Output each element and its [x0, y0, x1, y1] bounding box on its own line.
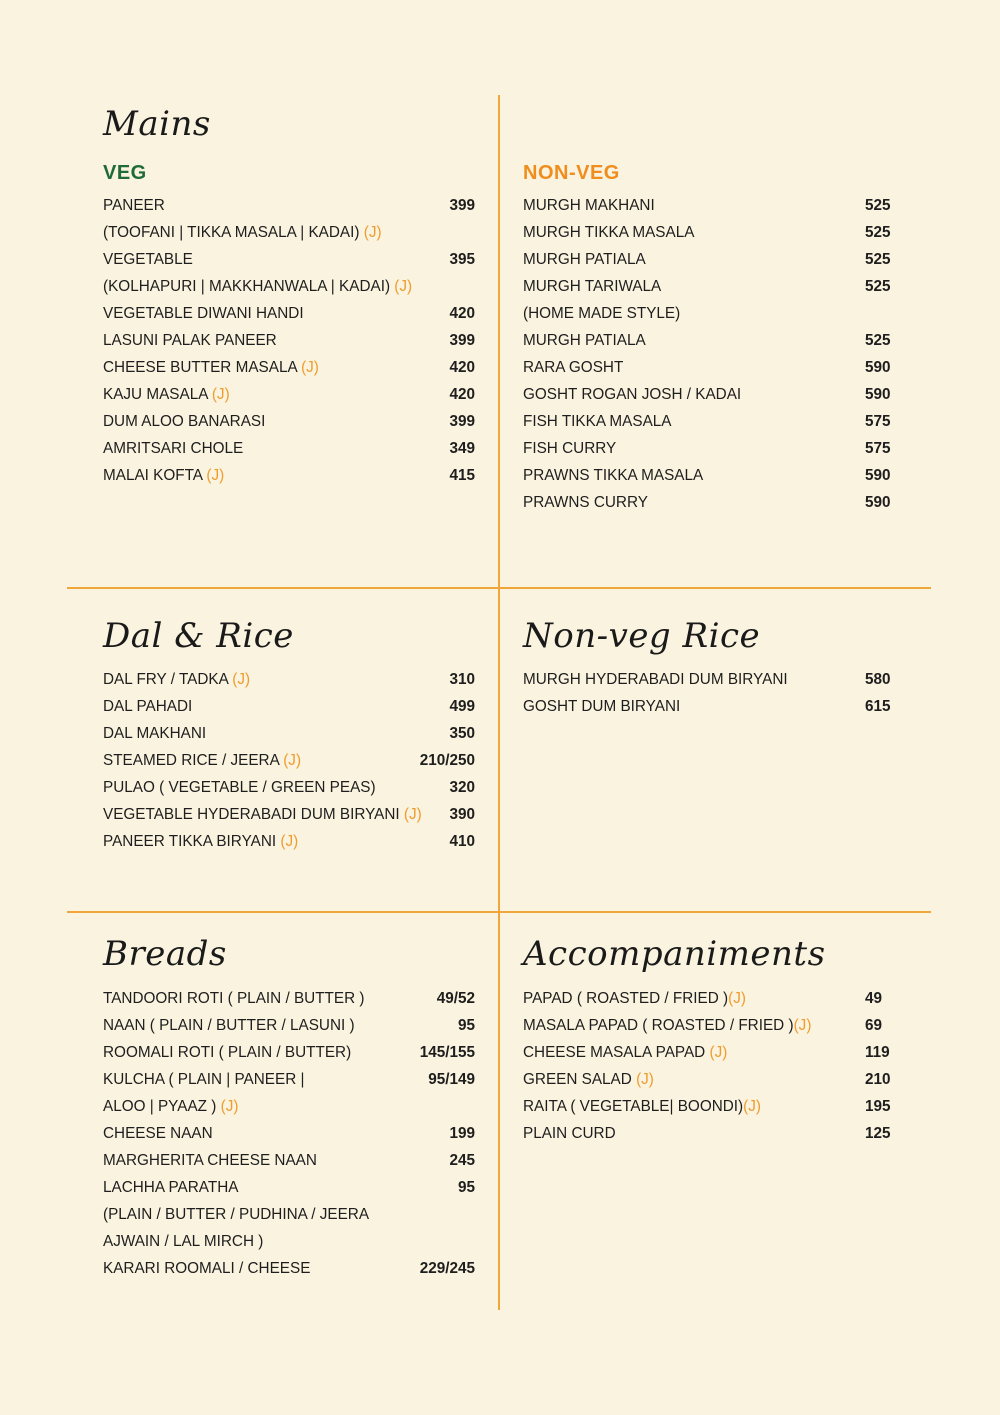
menu-item-name: [103, 354, 319, 381]
menu-item-price: 399: [449, 413, 475, 430]
menu-item-name: [523, 1066, 654, 1093]
menu-item-label: FISH TIKKA MASALA: [523, 413, 672, 430]
menu-item-price: 310: [449, 671, 475, 688]
menu-item-label: LASUNI PALAK PANEER: [103, 332, 277, 349]
menu-item-name: [103, 1093, 238, 1120]
menu-item-label: CHEESE NAAN: [103, 1125, 213, 1142]
menu-item-price: 95: [457, 1179, 475, 1196]
jain-option-marker: (J): [636, 1071, 654, 1088]
jain-option-marker: (J): [728, 990, 746, 1007]
menu-item-price: 415: [449, 467, 475, 484]
menu-item-name: [523, 489, 648, 516]
menu-item-price: 49/52: [436, 990, 475, 1007]
menu-item-name: [523, 693, 680, 720]
menu-item-name: [103, 747, 301, 774]
menu-item-price: 350: [449, 725, 475, 742]
menu-item-name: [103, 1174, 238, 1201]
menu-item-price: 95: [457, 1017, 475, 1034]
menu-item-name: [523, 1120, 616, 1147]
menu-item-label: LACHHA PARATHA: [103, 1179, 239, 1196]
menu-item-name: [523, 273, 661, 300]
menu-item-label: GOSHT DUM BIRYANI: [523, 698, 681, 715]
menu-item-name: [103, 1120, 213, 1147]
menu-item-label: MURGH HYDERABADI DUM BIRYANI: [523, 671, 788, 688]
menu-item-price: 245: [449, 1152, 475, 1169]
horizontal-divider-top: [67, 587, 931, 589]
menu-item-price: 575: [865, 440, 891, 457]
menu-item-price: 210/250: [419, 752, 475, 769]
menu-item-price: 210: [865, 1071, 891, 1088]
jain-option-marker: (J): [403, 806, 422, 823]
menu-item-price: 615: [865, 698, 891, 715]
menu-item-price: 390: [449, 806, 475, 823]
menu-item-name: [103, 462, 224, 489]
menu-item-price: 349: [449, 440, 475, 457]
menu-item-name: [523, 381, 741, 408]
menu-item-label: (PLAIN / BUTTER / PUDHINA / JEERA: [103, 1206, 370, 1223]
menu-item-price: 499: [449, 698, 475, 715]
menu-item-name: [103, 1039, 351, 1066]
jain-option-marker: (J): [206, 467, 225, 484]
dal-rice-title: Dal & Rice: [103, 616, 294, 656]
menu-item-price: 420: [449, 386, 475, 403]
jain-option-marker: (J): [743, 1098, 761, 1115]
menu-item-label: DAL PAHADI: [103, 698, 193, 715]
menu-item-price: 575: [865, 413, 891, 430]
menu-item-label: KARARI ROOMALI / CHEESE: [103, 1260, 311, 1277]
menu-item-price: 590: [865, 359, 891, 376]
jain-option-marker: (J): [793, 1017, 812, 1034]
menu-item-label: MURGH PATIALA: [523, 332, 646, 349]
jain-option-marker: (J): [283, 752, 302, 769]
menu-item-name: [523, 985, 746, 1012]
menu-item-label: ROOMALI ROTI ( PLAIN / BUTTER): [103, 1044, 352, 1061]
menu-item-price: 125: [865, 1125, 891, 1142]
menu-item-label: FISH CURRY: [523, 440, 617, 457]
nonveg-rice-title: Non-veg Rice: [523, 616, 761, 656]
menu-item-price: 420: [449, 359, 475, 376]
menu-item-label: DUM ALOO BANARASI: [103, 413, 266, 430]
menu-item-label: (KOLHAPURI | MAKKHANWALA | KADAI): [103, 278, 395, 295]
menu-item-label: NAAN ( PLAIN / BUTTER / LASUNI ): [103, 1017, 355, 1034]
menu-item-price: 95/149: [428, 1071, 475, 1088]
menu-item-name: [103, 1228, 263, 1255]
menu-item-price: 525: [865, 197, 891, 214]
menu-item-name: [103, 408, 265, 435]
menu-item-price: 145/155: [419, 1044, 475, 1061]
menu-item-label: KULCHA ( PLAIN | PANEER |: [103, 1071, 305, 1088]
menu-item-label: AMRITSARI CHOLE: [103, 440, 244, 457]
menu-item-label: KAJU MASALA: [103, 386, 212, 403]
menu-item-label: PANEER TIKKA BIRYANI: [103, 833, 281, 850]
menu-item-price: 525: [865, 224, 891, 241]
menu-item-price: 420: [449, 305, 475, 322]
menu-item-price: 69: [865, 1017, 883, 1034]
menu-item-price: 590: [865, 386, 891, 403]
menu-item-price: 580: [865, 671, 891, 688]
menu-item-label: (TOOFANI | TIKKA MASALA | KADAI): [103, 224, 364, 241]
menu-item-name: [103, 801, 422, 828]
menu-item-price: 199: [449, 1125, 475, 1142]
nonveg-heading: NON-VEG: [523, 162, 620, 184]
menu-item-name: [523, 327, 646, 354]
menu-item-label: PANEER: [103, 197, 165, 214]
menu-item-label: DAL FRY / TADKA: [103, 671, 233, 688]
menu-item-label: MURGH MAKHANI: [523, 197, 655, 214]
vertical-divider: [498, 95, 500, 1310]
menu-item-name: [523, 408, 672, 435]
menu-item-name: [103, 435, 243, 462]
menu-item-name: [523, 1012, 811, 1039]
menu-item-price: 395: [449, 251, 475, 268]
menu-item-label: DAL MAKHANI: [103, 725, 207, 742]
jain-option-marker: (J): [211, 386, 230, 403]
menu-item-price: 399: [449, 197, 475, 214]
menu-item-name: [103, 300, 304, 327]
menu-item-label: STEAMED RICE / JEERA: [103, 752, 284, 769]
menu-item-price: 49: [865, 990, 883, 1007]
menu-item-label: GOSHT ROGAN JOSH / KADAI: [523, 386, 742, 403]
menu-item-price: 229/245: [419, 1260, 475, 1277]
menu-item-label: GREEN SALAD: [523, 1071, 637, 1088]
accompaniments-title: Accompaniments: [523, 934, 826, 974]
jain-option-marker: (J): [394, 278, 413, 295]
menu-item-label: MURGH PATIALA: [523, 251, 646, 268]
menu-item-label: PRAWNS TIKKA MASALA: [523, 467, 704, 484]
menu-item-name: [103, 1066, 304, 1093]
menu-item-label: ALOO | PYAAZ ): [103, 1098, 221, 1115]
menu-item-price: 525: [865, 251, 891, 268]
jain-option-marker: (J): [363, 224, 382, 241]
menu-item-label: PRAWNS CURRY: [523, 494, 648, 511]
menu-item-label: MASALA PAPAD ( ROASTED / FRIED ): [523, 1017, 794, 1034]
menu-item-name: [103, 1201, 369, 1228]
menu-item-name: [523, 219, 694, 246]
menu-item-label: PLAIN CURD: [523, 1125, 616, 1142]
mains-title: Mains: [103, 104, 211, 144]
menu-item-label: MARGHERITA CHEESE NAAN: [103, 1152, 317, 1169]
menu-item-name: [103, 693, 192, 720]
menu-item-name: [523, 192, 655, 219]
menu-item-name: [103, 720, 206, 747]
menu-item-name: [523, 666, 788, 693]
menu-item-label: MALAI KOFTA: [103, 467, 207, 484]
menu-item-name: [103, 246, 193, 273]
menu-item-label: MURGH TIKKA MASALA: [523, 224, 695, 241]
menu-item-name: [523, 1093, 761, 1120]
menu-item-name: [103, 666, 250, 693]
menu-item-name: [103, 219, 382, 246]
menu-item-name: [103, 273, 412, 300]
menu-item-name: [103, 192, 165, 219]
menu-item-price: 525: [865, 332, 891, 349]
menu-item-label: VEGETABLE HYDERABADI DUM BIRYANI: [103, 806, 404, 823]
menu-item-label: (HOME MADE STYLE): [523, 305, 681, 322]
menu-item-price: 525: [865, 278, 891, 295]
jain-option-marker: (J): [280, 833, 299, 850]
menu-item-name: [523, 246, 646, 273]
menu-item-price: 399: [449, 332, 475, 349]
menu-item-name: [523, 462, 703, 489]
menu-item-label: VEGETABLE DIWANI HANDI: [103, 305, 304, 322]
menu-item-label: AJWAIN / LAL MIRCH ): [103, 1233, 264, 1250]
menu-item-label: CHEESE MASALA PAPAD: [523, 1044, 710, 1061]
menu-item-price: 590: [865, 467, 891, 484]
menu-item-name: [103, 774, 376, 801]
menu-item-name: [103, 1255, 310, 1282]
veg-heading: VEG: [103, 162, 147, 184]
jain-option-marker: (J): [232, 671, 251, 688]
menu-item-label: RARA GOSHT: [523, 359, 624, 376]
menu-item-name: [103, 327, 277, 354]
menu-item-label: MURGH TARIWALA: [523, 278, 662, 295]
breads-title: Breads: [103, 934, 227, 974]
menu-item-name: [103, 1012, 355, 1039]
menu-item-label: CHEESE BUTTER MASALA: [103, 359, 302, 376]
menu-item-name: [103, 985, 364, 1012]
menu-item-name: [103, 381, 230, 408]
menu-item-price: 320: [449, 779, 475, 796]
menu-item-name: [103, 828, 298, 855]
jain-option-marker: (J): [709, 1044, 728, 1061]
menu-item-name: [523, 354, 623, 381]
menu-item-label: VEGETABLE: [103, 251, 193, 268]
menu-item-name: [103, 1147, 317, 1174]
menu-item-label: PULAO ( VEGETABLE / GREEN PEAS): [103, 779, 376, 796]
jain-option-marker: (J): [301, 359, 319, 376]
menu-item-price: 119: [865, 1044, 890, 1061]
menu-item-label: PAPAD ( ROASTED / FRIED ): [523, 990, 729, 1007]
menu-item-name: [523, 300, 680, 327]
jain-option-marker: (J): [220, 1098, 239, 1115]
menu-item-price: 590: [865, 494, 891, 511]
menu-item-label: TANDOORI ROTI ( PLAIN / BUTTER ): [103, 990, 365, 1007]
menu-item-name: [523, 435, 616, 462]
menu-item-name: [523, 1039, 727, 1066]
menu-item-price: 410: [449, 833, 475, 850]
menu-item-price: 195: [865, 1098, 891, 1115]
horizontal-divider-bottom: [67, 911, 931, 913]
menu-item-label: RAITA ( VEGETABLE| BOONDI): [523, 1098, 744, 1115]
